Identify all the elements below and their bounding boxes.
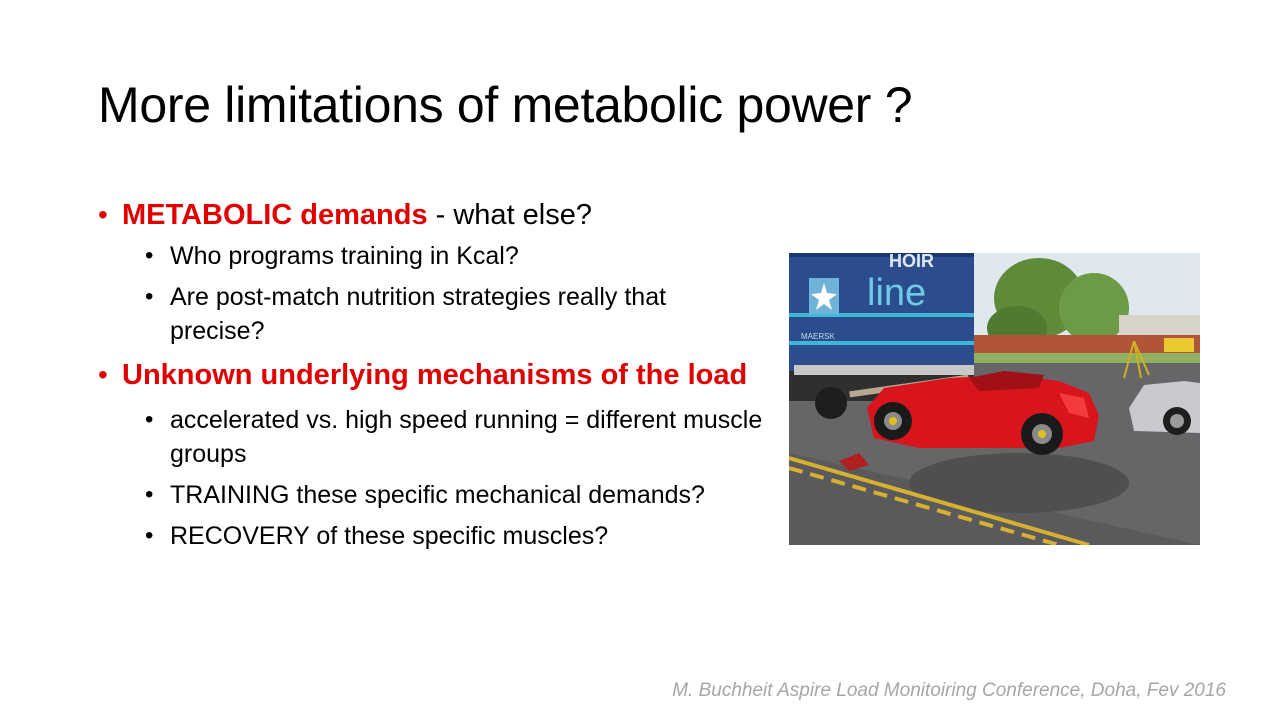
bullet-metabolic-demands: [96, 195, 766, 235]
sub-bullet: • accelerated vs. high speed running = different muscle groups: [145, 403, 766, 471]
bullet-highlight: METABOLIC demands: [122, 199, 428, 231]
bullet-rest: - what else?: [427, 199, 593, 231]
sub-bullet: • RECOVERY of these specific muscles?: [145, 519, 766, 553]
truck-top-text: HOIR: [889, 253, 934, 271]
sub-bullet: • Who programs training in Kcal?: [145, 239, 766, 273]
bullet-unknown-mechanisms: [96, 355, 766, 395]
sub-bullet: • Are post-match nutrition strategies really that precise?: [145, 280, 766, 348]
slide-title: More limitations of metabolic power ?: [98, 77, 913, 133]
car-under-truck-illustration: [789, 253, 1200, 545]
bullet-highlight: Unknown underlying mechanisms of the load: [122, 359, 748, 391]
footer-credit: M. Buchheit Aspire Load Monitoiring Conference, Doha, Fev 2016: [672, 680, 1226, 701]
truck-line-text: line: [867, 272, 927, 314]
sub-bullet: • TRAINING these specific mechanical demands?: [145, 478, 766, 512]
truck-small-text: MAERSK: [801, 332, 835, 341]
bullet-list: [96, 195, 766, 560]
crash-photo: [789, 253, 1200, 545]
